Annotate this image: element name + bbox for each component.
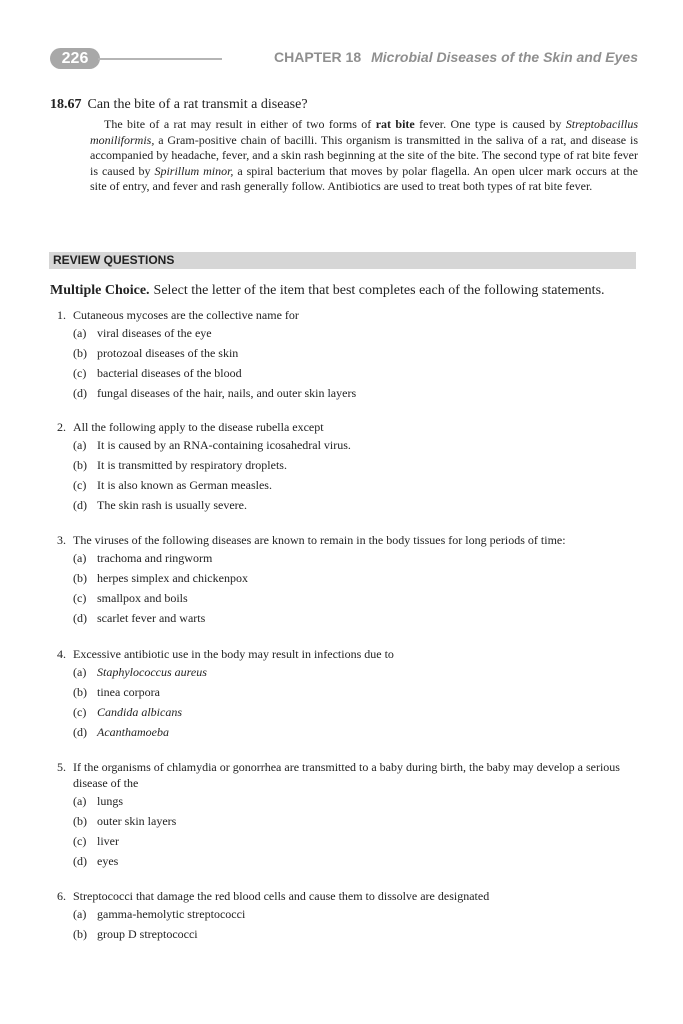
option-letter: (d): [73, 854, 87, 868]
option-letter: (a): [73, 907, 87, 921]
option-text: gamma-hemolytic streptococci: [97, 907, 246, 921]
option-text: eyes: [97, 854, 119, 868]
answer-option: [73, 495, 637, 515]
question-number: 3.: [57, 533, 66, 547]
option-letter: (a): [73, 438, 87, 452]
answer-option: [73, 343, 637, 363]
option-text: [97, 722, 169, 742]
problem-answer: [90, 117, 638, 195]
answer-text: a Gram-positive chain of bacilli. This organism is transmitted in the saliva of a rat, and disease is accompanied by headache, fever, and a skin rash beginning at the site of the bite. The second type of rat bite fever is caused by: [90, 132, 638, 178]
option-letter: (c): [73, 478, 87, 492]
chapter-label: CHAPTER 18: [273, 49, 362, 65]
answer-option: [73, 475, 637, 495]
option-letter: (d): [73, 725, 87, 739]
multiple-choice-instruction: Select the letter of the item that best completes each of the following statements.: [153, 283, 605, 298]
chapter-title: Microbial Diseases of the Skin and Eyes: [371, 49, 638, 65]
option-letter: (c): [73, 705, 87, 719]
header-rule: [98, 58, 222, 60]
answer-option: [73, 702, 637, 722]
option-letter: (d): [73, 611, 87, 625]
review-questions-heading: REVIEW QUESTIONS: [49, 252, 636, 269]
question-number: 4.: [57, 647, 66, 661]
option-letter: (d): [73, 498, 87, 512]
option-text: group D streptococci: [97, 927, 198, 941]
option-text: fungal diseases of the hair, nails, and outer skin layers: [97, 386, 357, 400]
answer-option: [73, 682, 637, 702]
question-stem: Cutaneous mycoses are the collective name for: [73, 308, 299, 322]
option-text: liver: [97, 834, 119, 848]
option-text: bacterial diseases of the blood: [97, 366, 242, 380]
problem-question-text: Can the bite of a rat transmit a disease?: [87, 97, 308, 112]
option-text: It is also known as German measles.: [97, 478, 272, 492]
answer-option: [73, 323, 637, 343]
option-letter: (a): [73, 665, 87, 679]
question-stem: If the organisms of chlamydia or gonorrhea are transmitted to a baby during birth, the baby may develop a serious disease of the: [73, 760, 620, 790]
question-item: [57, 307, 637, 403]
answer-text: fever. One type is caused by: [414, 117, 566, 131]
answer-option: [73, 548, 637, 568]
page-header: [50, 46, 638, 72]
option-text: lungs: [97, 794, 124, 808]
answer-option: [73, 851, 637, 871]
answer-option: [73, 722, 637, 742]
organism-name: Candida albicans: [97, 705, 183, 719]
option-letter: (c): [73, 366, 87, 380]
answer-option: [73, 904, 637, 924]
multiple-choice-intro: [50, 283, 650, 299]
question-stem: Streptococci that damage the red blood cells and cause them to dissolve are designated: [73, 889, 490, 903]
option-text: trachoma and ringworm: [97, 551, 213, 565]
answer-option: [73, 924, 637, 944]
answer-option: [73, 455, 637, 475]
answer-option: [73, 608, 637, 628]
answer-option: [73, 811, 637, 831]
question-item: [57, 532, 637, 628]
question-stem: All the following apply to the disease rubella except: [73, 420, 324, 434]
option-text: smallpox and boils: [97, 591, 188, 605]
answer-option: [73, 662, 637, 682]
answer-term: rat bite: [375, 117, 415, 131]
organism-name: Acanthamoeba: [97, 725, 169, 739]
answer-organism: Spirillum minor,: [154, 163, 234, 178]
answer-text: a spiral bacterium that moves by polar flagella. An open ulcer mark occurs at the site of entry, and fever and rash generally follow. Antibiotics are used to treat both types of rat bite fever.: [90, 163, 638, 193]
option-letter: (c): [73, 591, 87, 605]
option-text: [97, 662, 207, 682]
question-number: 1.: [57, 308, 66, 322]
problem-number: 18.67: [50, 97, 82, 112]
answer-option: [73, 435, 637, 455]
option-letter: (b): [73, 814, 87, 828]
option-letter: (a): [73, 794, 87, 808]
option-text: viral diseases of the eye: [97, 326, 212, 340]
option-text: scarlet fever and warts: [97, 611, 206, 625]
option-text: tinea corpora: [97, 685, 160, 699]
option-letter: (b): [73, 927, 87, 941]
option-letter: (b): [73, 346, 87, 360]
question-item: [57, 646, 637, 742]
option-text: The skin rash is usually severe.: [97, 498, 247, 512]
organism-name: Staphylococcus aureus: [97, 665, 207, 679]
option-letter: (b): [73, 685, 87, 699]
chapter-heading: [274, 49, 638, 65]
page-number-badge: 226: [50, 48, 100, 69]
question-number: 2.: [57, 420, 66, 434]
problem-question: [50, 97, 638, 113]
option-text: outer skin layers: [97, 814, 177, 828]
question-stem: The viruses of the following diseases are known to remain in the body tissues for long periods of time:: [73, 533, 566, 547]
question-stem: Excessive antibiotic use in the body may result in infections due to: [73, 647, 394, 661]
option-text: protozoal diseases of the skin: [97, 346, 239, 360]
solved-problem: [50, 97, 638, 195]
multiple-choice-label: Multiple Choice.: [50, 283, 150, 298]
option-letter: (a): [73, 551, 87, 565]
question-number: 5.: [57, 760, 66, 774]
question-item: [57, 419, 637, 515]
answer-option: [73, 383, 637, 403]
option-text: herpes simplex and chickenpox: [97, 571, 248, 585]
option-text: It is transmitted by respiratory droplets.: [97, 458, 287, 472]
answer-text: The bite of a rat may result in either of two forms of: [104, 117, 376, 131]
answer-option: [73, 791, 637, 811]
option-text: It is caused by an RNA-containing icosahedral virus.: [97, 438, 351, 452]
question-number: 6.: [57, 889, 66, 903]
option-letter: (c): [73, 834, 87, 848]
option-letter: (d): [73, 386, 87, 400]
answer-option: [73, 568, 637, 588]
answer-option: [73, 588, 637, 608]
question-item: [57, 888, 637, 944]
question-item: [57, 759, 637, 871]
answer-option: [73, 363, 637, 383]
option-letter: (b): [73, 458, 87, 472]
option-text: [97, 702, 182, 722]
option-letter: (b): [73, 571, 87, 585]
option-letter: (a): [73, 326, 87, 340]
answer-organism: Streptobacillus moniliformis,: [90, 117, 638, 147]
answer-option: [73, 831, 637, 851]
